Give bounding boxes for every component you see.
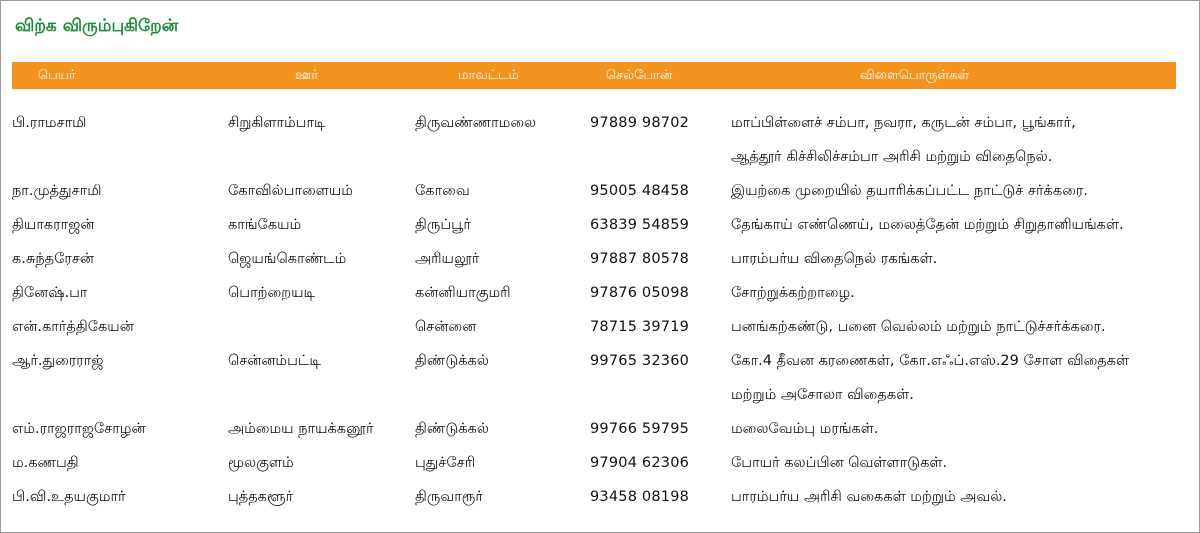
- products-line: தேங்காய் எண்ணெய், மலைத்தேன் மற்றும் சிறுதானியங்கள்.: [731, 217, 1124, 233]
- products-line: சோற்றுக்கற்றாழை.: [731, 285, 855, 301]
- seller-district: அரியலூர்: [415, 251, 480, 267]
- seller-place: அம்மைய நாயக்கனூர்: [228, 421, 374, 437]
- column-header-name: பெயர்: [38, 68, 76, 83]
- products-line: ஆத்தூர் கிச்சிலிச்சம்பா அரிசி மற்றும் விதைநெல்.: [731, 149, 1053, 165]
- seller-name: எம்.ராஜராஜசோழன்: [12, 421, 146, 437]
- seller-district: திண்டுக்கல்: [415, 421, 489, 437]
- seller-place: புத்தகளூர்: [228, 489, 294, 505]
- products-line: கோ.4 தீவன கரணைகள், கோ.எஃப்.எஸ்.29 சோள விதைகள்: [731, 353, 1130, 369]
- seller-phone: 99765 32360: [590, 353, 690, 369]
- seller-phone: 97876 05098: [590, 285, 690, 301]
- seller-district: கோவை: [415, 183, 470, 199]
- seller-phone: 97889 98702: [590, 115, 690, 131]
- seller-district: திருவண்ணாமலை: [415, 115, 537, 131]
- seller-place: ஜெயங்கொண்டம்: [228, 251, 347, 267]
- seller-products: [731, 181, 1088, 215]
- column-header-district: மாவட்டம்: [458, 68, 519, 83]
- products-line: இயற்கை முறையில் தயாரிக்கப்பட்ட நாட்டுச் சர்க்கரை.: [731, 183, 1088, 199]
- seller-name: நா.முத்துசாமி: [12, 183, 102, 199]
- products-line: மலைவேம்பு மரங்கள்.: [731, 421, 879, 437]
- products-line: பாரம்பர்ய விதைநெல் ரகங்கள்.: [731, 251, 938, 267]
- seller-phone: 78715 39719: [590, 319, 690, 335]
- products-line: போயர் கலப்பின வெள்ளாடுகள்.: [731, 455, 948, 471]
- seller-place: சென்னம்பட்டி: [228, 353, 321, 369]
- seller-products: [731, 419, 879, 453]
- products-line: பனங்கற்கண்டு, பனை வெல்லம் மற்றும் நாட்டுச்சர்க்கரை.: [731, 319, 1106, 335]
- seller-place: கோவில்பாளையம்: [228, 183, 353, 199]
- column-header-products: விளைபொருள்கள்: [860, 68, 970, 83]
- seller-district: திருவாரூர்: [415, 489, 483, 505]
- seller-district: திண்டுக்கல்: [415, 353, 489, 369]
- seller-products: [731, 487, 1007, 521]
- table-header: [12, 62, 1176, 89]
- seller-products: [731, 317, 1106, 351]
- seller-products: [731, 249, 937, 283]
- seller-district: திருப்பூர்: [415, 217, 471, 233]
- seller-district: சென்னை: [415, 319, 477, 335]
- seller-phone: 63839 54859: [590, 217, 690, 233]
- seller-name: பி.ராமசாமி: [12, 115, 87, 131]
- seller-phone: 97887 80578: [590, 251, 690, 267]
- seller-name: தியாகராஜன்: [12, 217, 95, 233]
- seller-district: புதுச்சேரி: [415, 455, 476, 471]
- seller-name: தினேஷ்.பா: [12, 285, 88, 301]
- column-header-place: ஊர்: [295, 68, 319, 83]
- seller-name: ஆர்.துரைராஜ்: [12, 353, 104, 369]
- seller-name: பி.வி.உதயகுமார்: [12, 489, 126, 505]
- seller-products: [731, 215, 1124, 249]
- products-line: பாரம்பர்ய அரிசி வகைகள் மற்றும் அவல்.: [731, 489, 1007, 505]
- seller-phone: 95005 48458: [590, 183, 690, 199]
- products-line: மற்றும் அசோலா விதைகள்.: [731, 387, 914, 403]
- seller-district: கன்னியாகுமரி: [415, 285, 511, 301]
- seller-products: [731, 351, 1129, 419]
- seller-phone: 99766 59795: [590, 421, 690, 437]
- products-line: மாப்பிள்ளைச் சம்பா, நவரா, கருடன் சம்பா, பூங்கார்,: [731, 115, 1076, 131]
- column-header-phone: செல்போன்: [606, 68, 673, 83]
- seller-place: பொற்றையடி: [228, 285, 316, 301]
- seller-place: காங்கேயம்: [228, 217, 302, 233]
- seller-place: மூலகுளம்: [228, 455, 294, 471]
- seller-name: ம.கணபதி: [12, 455, 79, 471]
- page-title: விற்க விரும்புகிறேன்: [15, 16, 179, 36]
- seller-products: [731, 283, 855, 317]
- seller-phone: 97904 62306: [590, 455, 690, 471]
- seller-place: சிறுகிளாம்பாடி: [228, 115, 326, 131]
- seller-products: [731, 453, 947, 487]
- seller-products: [731, 113, 1076, 181]
- seller-name: என்.கார்த்திகேயன்: [12, 319, 134, 335]
- seller-phone: 93458 08198: [590, 489, 690, 505]
- seller-name: க.சுந்தரேசன்: [12, 251, 94, 267]
